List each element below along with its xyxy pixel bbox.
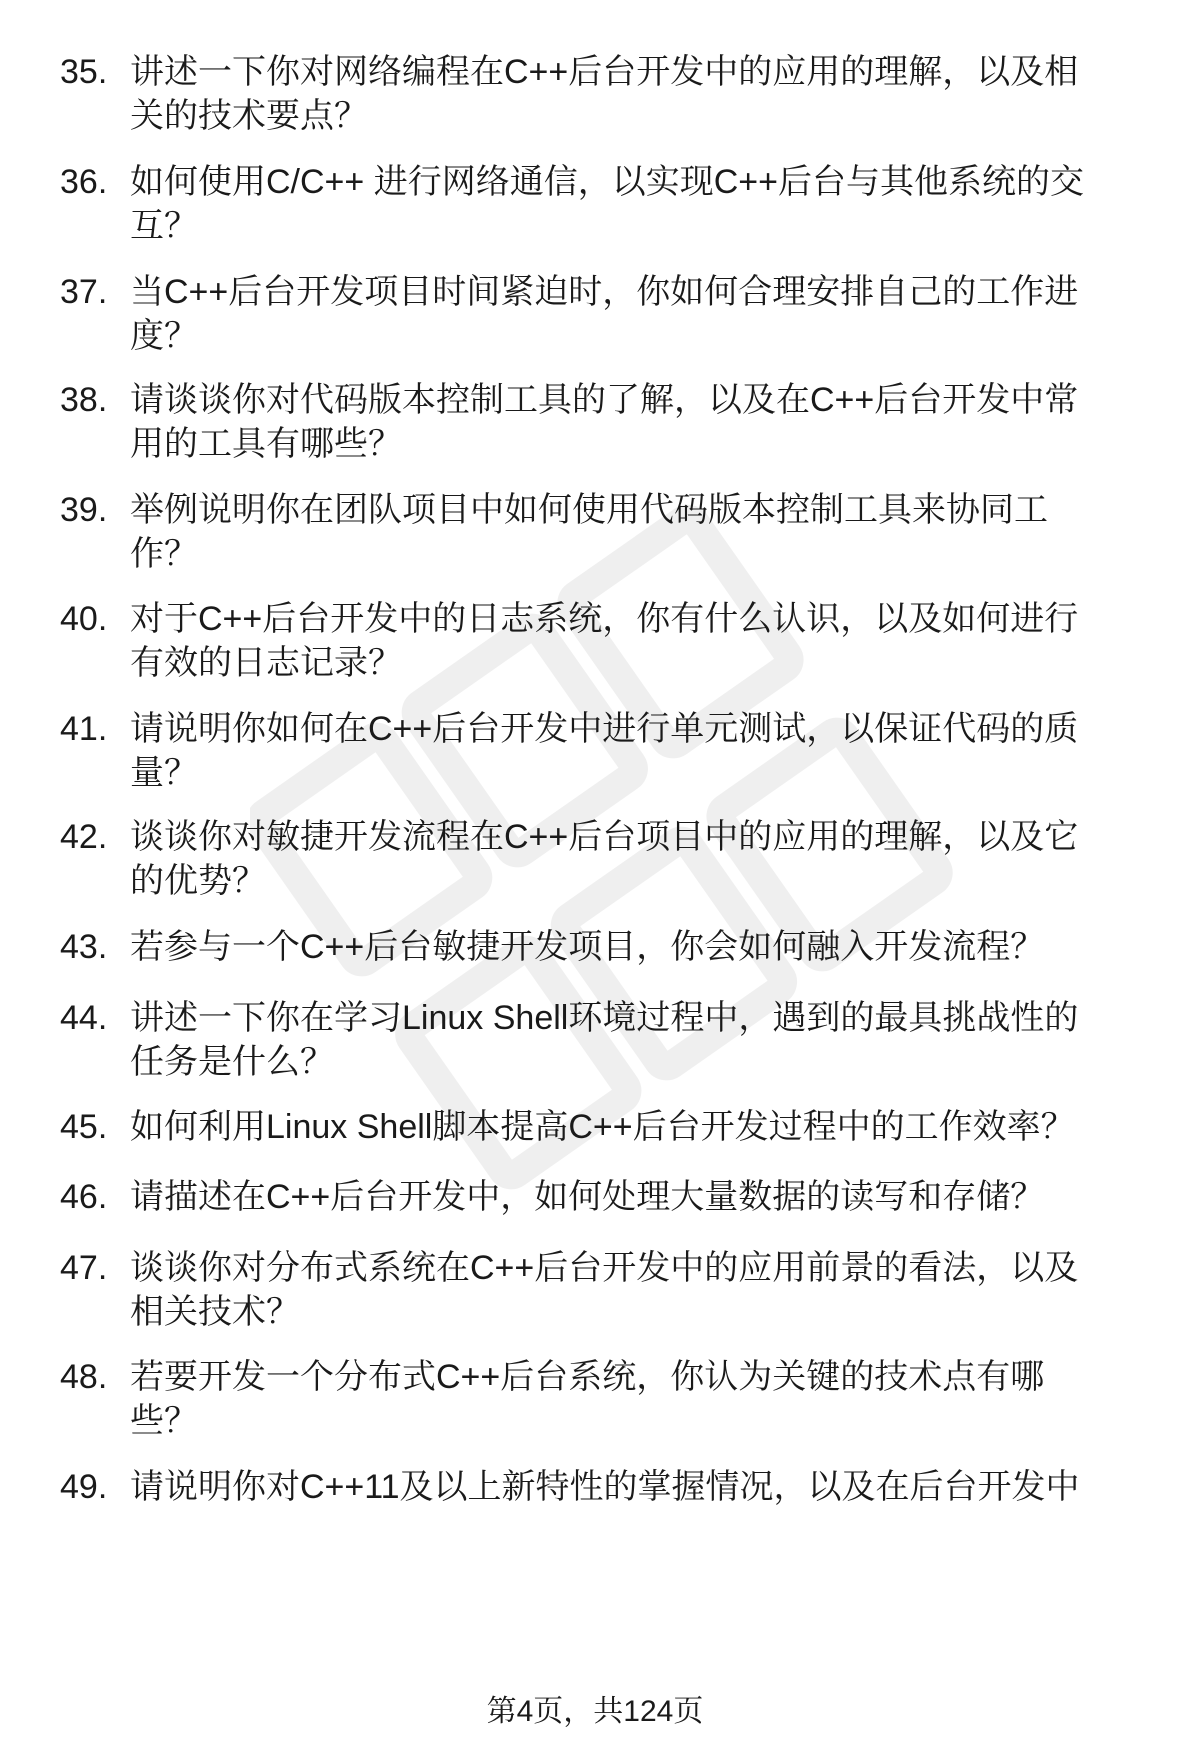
question-text-line: 举例说明你在团队项目中如何使用代码版本控制工具来协同工 xyxy=(130,491,1048,529)
question-number: 41. xyxy=(60,710,108,748)
question-number: 39. xyxy=(60,491,108,529)
question-number: 45. xyxy=(60,1108,108,1146)
question-text-line: 请谈谈你对代码版本控制工具的了解，以及在C++后台开发中常 xyxy=(130,381,1079,419)
question-text xyxy=(130,597,1190,685)
question-text-line: 互？ xyxy=(130,207,198,245)
question-text-line: 量？ xyxy=(130,754,198,792)
question-text-line: 度？ xyxy=(130,317,198,355)
question-text xyxy=(130,1355,1190,1443)
question-number: 36. xyxy=(60,163,108,201)
question-text xyxy=(130,996,1190,1084)
question-text-line: 讲述一下你在学习Linux Shell环境过程中，遇到的最具挑战性的 xyxy=(130,999,1079,1037)
question-text-line: 关的技术要点？ xyxy=(130,97,368,135)
question-text xyxy=(130,707,1190,795)
page-footer: 第4页，共124页 xyxy=(486,1695,704,1728)
question-text xyxy=(130,925,1190,969)
question-text xyxy=(130,50,1190,138)
question-number: 37. xyxy=(60,273,108,311)
question-number: 44. xyxy=(60,999,108,1037)
question-text-line: 如何使用C/C++ 进行网络通信，以实现C++后台与其他系统的交 xyxy=(130,163,1084,201)
question-text-line: 当C++后台开发项目时间紧迫时，你如何合理安排自己的工作进 xyxy=(130,273,1079,311)
question-text-line: 讲述一下你对网络编程在C++后台开发中的应用的理解，以及相 xyxy=(130,53,1079,91)
question-text-line: 作？ xyxy=(130,535,198,573)
question-text xyxy=(130,1105,1190,1149)
question-text xyxy=(130,488,1190,576)
question-number: 38. xyxy=(60,381,108,419)
question-text-line: 的优势？ xyxy=(130,862,266,900)
question-text-line: 有效的日志记录？ xyxy=(130,644,402,682)
question-text-line: 如何利用Linux Shell脚本提高C++后台开发过程中的工作效率？ xyxy=(130,1108,1075,1146)
question-text-line: 谈谈你对分布式系统在C++后台开发中的应用前景的看法，以及 xyxy=(130,1249,1079,1287)
question-number: 48. xyxy=(60,1358,108,1396)
question-number: 42. xyxy=(60,818,108,856)
question-number: 46. xyxy=(60,1178,108,1216)
question-text xyxy=(130,1175,1190,1219)
question-text-line: 若参与一个C++后台敏捷开发项目，你会如何融入开发流程？ xyxy=(130,928,1045,966)
question-text xyxy=(130,1246,1190,1334)
question-text-line: 请说明你对C++11及以上新特性的掌握情况，以及在后台开发中 xyxy=(130,1468,1080,1506)
question-text-line: 用的工具有哪些？ xyxy=(130,425,402,463)
question-text-line: 若要开发一个分布式C++后台系统，你认为关键的技术点有哪 xyxy=(130,1358,1045,1396)
question-text-line: 谈谈你对敏捷开发流程在C++后台项目中的应用的理解，以及它 xyxy=(130,818,1079,856)
question-text-line: 相关技术？ xyxy=(130,1293,300,1331)
question-text-line: 请描述在C++后台开发中，如何处理大量数据的读写和存储？ xyxy=(130,1178,1045,1216)
question-number: 47. xyxy=(60,1249,108,1287)
question-number: 40. xyxy=(60,600,108,638)
question-text xyxy=(130,1465,1190,1509)
question-text xyxy=(130,378,1190,466)
question-text-line: 些？ xyxy=(130,1402,198,1440)
question-text-line: 对于C++后台开发中的日志系统，你有什么认识，以及如何进行 xyxy=(130,600,1079,638)
question-text xyxy=(130,270,1190,358)
question-number: 35. xyxy=(60,53,108,91)
question-text xyxy=(130,160,1190,248)
question-text-line: 请说明你如何在C++后台开发中进行单元测试，以保证代码的质 xyxy=(130,710,1079,748)
question-text-line: 任务是什么？ xyxy=(130,1043,334,1081)
question-number: 43. xyxy=(60,928,108,966)
question-text xyxy=(130,815,1190,903)
question-number: 49. xyxy=(60,1468,108,1506)
